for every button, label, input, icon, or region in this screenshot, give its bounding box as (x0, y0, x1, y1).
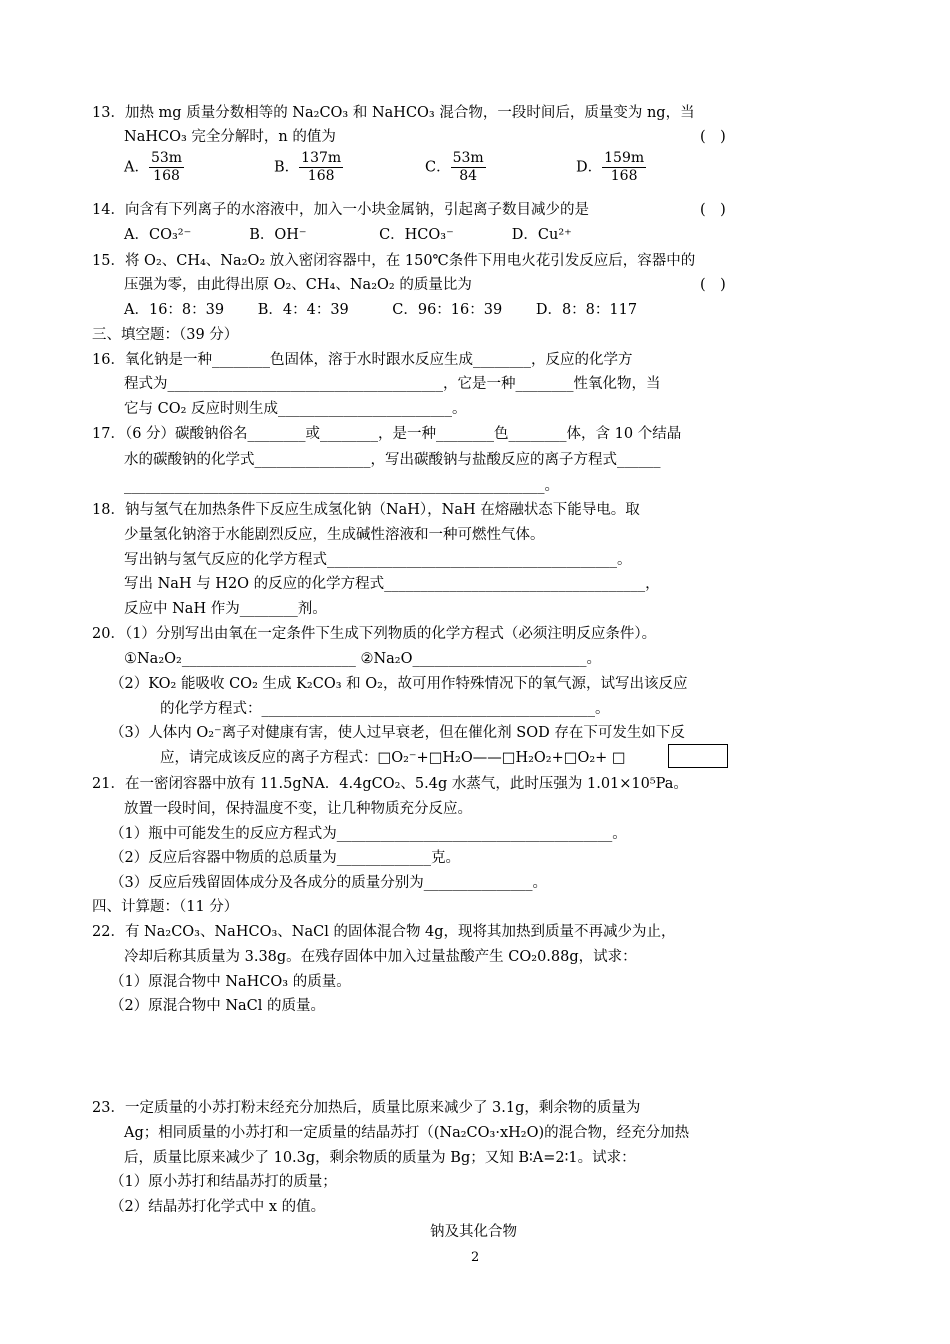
denominator: 168 (307, 168, 335, 184)
text-line-q13b: NaHCO₃ 完全分解时，n 的值为 (124, 129, 336, 145)
text-line-q23e: （2）结晶苏打化学式中 x 的值。 (110, 1199, 326, 1215)
option-label: D． (576, 159, 603, 176)
text-line-q15b: 压强为零，由此得出原 O₂、CH₄、Na₂O₂ 的质量比为 (124, 277, 472, 293)
text-line-q15a: 15．将 O₂、CH₄、Na₂O₂ 放入密闭容器中，在 150℃条件下用电火花引发反应后，容器中的 (92, 253, 696, 269)
denominator: 168 (610, 168, 638, 184)
text-line-q18c: 写出钠与氢气反应的化学方程式________________________________________。 (124, 552, 632, 568)
text-line-q21e: （3）反应后残留固体成分及各成分的质量分别为_______________。 (110, 875, 547, 891)
footer-title: 钠及其化合物 (430, 1224, 517, 1240)
text-line-q21a: 21．在一密闭容器中放有 11.5gNA．4.4gCO₂、5.4g 水蒸气，此时压强为 1.01×10⁵Pa。 (92, 776, 688, 792)
text-line-q18e: 反应中 NaH 作为________剂。 (124, 601, 327, 617)
page-number: 2 (471, 1250, 480, 1265)
text-line-q14: 14．向含有下列离子的水溶液中，加入一小块金属钠，引起离子数目减少的是 (92, 202, 589, 218)
text-line-q23b: Ag；相同质量的小苏打和一定质量的结晶苏打（(Na₂CO₃·xH₂O)的混合物，经充分加热 (124, 1125, 690, 1141)
text-line-q22b: 冷却后称其质量为 3.38g。在残存固体中加入过量盐酸产生 CO₂0.88g，试求： (124, 949, 637, 965)
text-line-q22d: （2）原混合物中 NaCl 的质量。 (110, 998, 326, 1014)
text-line-q23a: 23．一定质量的小苏打粉末经充分加热后，质量比原来减少了 3.1g，剩余物的质量为 (92, 1100, 641, 1116)
fraction (299, 150, 343, 185)
option-label: B． (274, 159, 300, 176)
text-line-q23d: （1）原小苏打和结晶苏打的质量； (110, 1174, 337, 1190)
text-line-q20b: ①Na₂O₂________________________ ②Na₂O________________________。 (124, 651, 601, 667)
text-line-q20c: （2）KO₂ 能吸收 CO₂ 生成 K₂CO₃ 和 O₂，故可用作特殊情况下的氧气源，试写出该反应 (110, 676, 688, 692)
text-line-q14p: ( ) (700, 202, 726, 218)
text-line-q18b: 少量氢化钠溶于水能剧烈反应，生成碱性溶液和一种可燃性气体。 (124, 527, 545, 543)
text-line-q16b: 程式为______________________________________，它是一种________性氧化物，当 (124, 376, 661, 392)
q13-option (274, 150, 343, 185)
text-line-q13p: ( ) (700, 129, 726, 145)
numerator: 137m (301, 150, 342, 166)
text-line-q17a: 17．（6 分）碳酸钠俗名________或________，是一种________色________体，含 10 个结晶 (92, 426, 682, 442)
text-line-q20d: 的化学方程式：______________________________________________。 (160, 701, 610, 717)
denominator: 168 (153, 168, 180, 184)
text-line-q23c: 后，质量比原来减少了 10.3g，剩余物质的质量为 Bg；又知 B∶A=2∶1。试求： (124, 1150, 636, 1166)
q13-option (124, 150, 184, 185)
text-line-q21d: （2）反应后容器中物质的总质量为_____________克。 (110, 850, 460, 866)
answer-box (668, 744, 728, 768)
text-line-q14o: A．CO₃²⁻ B．OH⁻ C．HCO₃⁻ D．Cu²⁺ (124, 227, 572, 243)
text-line-q18a: 18．钠与氢气在加热条件下反应生成氢化钠（NaH），NaH 在熔融状态下能导电。取 (92, 502, 640, 518)
numerator: 159m (604, 150, 645, 166)
text-line-q16c: 它与 CO₂ 反应时则生成________________________。 (124, 401, 467, 417)
text-line-q15o: A．16：8：39 B．4：4：39 C．96：16：39 D．8：8：117 (124, 302, 638, 318)
text-line-q20e: （3）人体内 O₂⁻离子对健康有害，使人过早衰老，但在催化剂 SOD 存在下可发生如下反 (110, 725, 685, 741)
text-line-q20f: 应，请完成该反应的离子方程式：□O₂⁻+□H₂O——□H₂O₂+□O₂+ □ (160, 750, 626, 766)
option-label: C． (425, 159, 451, 176)
fraction (602, 150, 646, 185)
q13-option (425, 150, 486, 185)
text-line-q17c: __________________________________________________________。 (124, 478, 559, 494)
fraction (149, 150, 184, 185)
text-line-q13a: 13．加热 mg 质量分数相等的 Na₂CO₃ 和 NaHCO₃ 混合物，一段时间后，质量变为 ng，当 (92, 105, 695, 121)
numerator: 53m (452, 150, 484, 166)
text-line-q21c: （1）瓶中可能发生的反应方程式为______________________________________。 (110, 826, 627, 842)
text-line-s4: 四、计算题：（11 分） (92, 899, 239, 915)
text-line-q18d: 写出 NaH 与 H2O 的反应的化学方程式____________________________________， (124, 576, 660, 592)
numerator: 53m (150, 150, 183, 166)
fraction (451, 150, 486, 185)
text-line-s3: 三、填空题：（39 分） (92, 327, 239, 343)
text-line-q16a: 16．氧化钠是一种________色固体，溶于水时跟水反应生成________，反应的化学方 (92, 352, 633, 368)
q13-option (576, 150, 646, 185)
text-line-q22c: （1）原混合物中 NaHCO₃ 的质量。 (110, 974, 351, 990)
text-line-q22a: 22．有 Na₂CO₃、NaHCO₃、NaCl 的固体混合物 4g，现将其加热到质量不再减少为止， (92, 924, 676, 940)
option-label: A． (124, 159, 149, 176)
text-line-q17b: 水的碳酸钠的化学式________________，写出碳酸钠与盐酸反应的离子方程式______ (124, 452, 661, 468)
text-line-q15p: ( ) (700, 277, 726, 293)
text-line-q21b: 放置一段时间，保持温度不变，让几种物质充分反应。 (124, 801, 472, 817)
text-line-q20a: 20．（1）分别写出由氧在一定条件下生成下列物质的化学方程式（必须注明反应条件）。 (92, 626, 657, 642)
denominator: 84 (459, 168, 478, 184)
